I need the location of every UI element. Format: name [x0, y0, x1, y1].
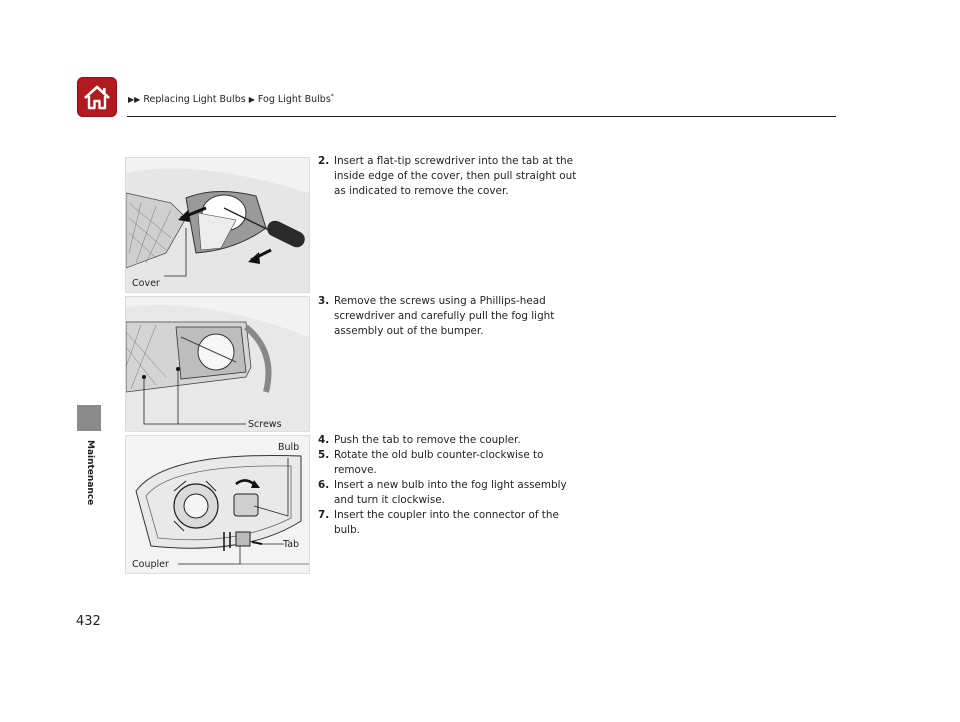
figure-screws: [125, 296, 310, 432]
breadcrumb-link-replacing-light-bulbs[interactable]: Replacing Light Bulbs: [143, 94, 246, 106]
step-text: Remove the screws using a Phillips-head screwdriver and carefully pull the fog light assembly out of the bumper.: [334, 295, 555, 337]
label-cover: Cover: [132, 278, 160, 289]
step-item: [318, 508, 579, 538]
footnote-mark: *: [330, 93, 334, 100]
step-number: 6.: [318, 479, 330, 491]
triangle-right-icon: ▶: [248, 95, 255, 105]
step-item: [318, 448, 579, 478]
step-text: Rotate the old bulb counter-clockwise to remove.: [334, 449, 544, 476]
breadcrumb-current: Fog Light Bulbs: [257, 94, 331, 106]
figure-cover-removal: [125, 157, 310, 293]
page-number: 432: [76, 614, 101, 629]
label-screws: Screws: [248, 419, 282, 430]
step-item: [318, 154, 579, 199]
step-text: Insert the coupler into the connector of the bulb.: [334, 509, 559, 536]
header-divider: [127, 116, 836, 117]
step-item: [318, 478, 579, 508]
step-number: 7.: [318, 509, 330, 521]
step-item: [318, 433, 579, 448]
step-number: 2.: [318, 155, 330, 167]
label-coupler: Coupler: [132, 559, 169, 570]
step-item: [318, 294, 579, 339]
section-label: Maintenance: [85, 440, 95, 506]
home-button[interactable]: [77, 77, 117, 117]
step-text: Push the tab to remove the coupler.: [334, 434, 521, 446]
section-tab[interactable]: [77, 405, 101, 431]
label-tab: Tab: [283, 539, 300, 550]
breadcrumb: [128, 93, 334, 105]
figure-bulb-coupler: [125, 435, 310, 574]
triangle-right-icon: ▶▶: [128, 95, 141, 105]
step-text: Insert a flat-tip screwdriver into the tab at the inside edge of the cover, then pull straight out as indicated to remove the cover.: [334, 155, 577, 197]
label-bulb: Bulb: [278, 442, 300, 453]
step-number: 3.: [318, 295, 330, 307]
home-icon: [77, 77, 117, 117]
section-label-container: [77, 440, 101, 510]
step-number: 5.: [318, 449, 330, 461]
step-text: Insert a new bulb into the fog light assembly and turn it clockwise.: [334, 479, 567, 506]
step-number: 4.: [318, 434, 330, 446]
